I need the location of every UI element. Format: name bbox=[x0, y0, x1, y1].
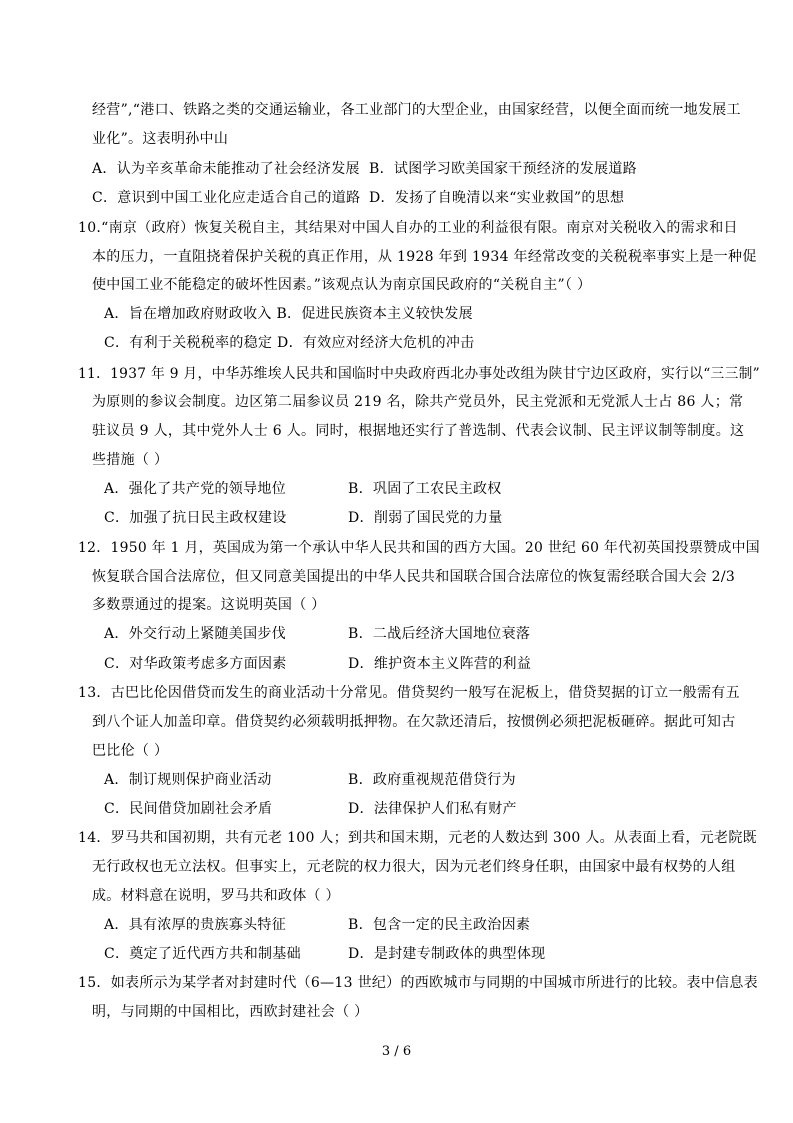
q13-text-line-1: 13．古巴比伦因借贷而发生的商业活动十分常见。借贷契约一般写在泥板上，借贷契据的订立一般需有五 bbox=[78, 685, 740, 701]
q15-text-line-1: 15．如表所示为某学者对封建时代（6—13 世纪）的西欧城市与同期的中国城市所进行的比较。表中信息表 bbox=[78, 975, 758, 991]
q14-option-b: B．包含一定的民主政治因素 bbox=[348, 917, 531, 933]
q10-options-ab: A．旨在增加政府财政收入 B．促进民族资本主义较快发展 bbox=[104, 306, 473, 322]
q11-option-b: B．巩固了工农民主政权 bbox=[348, 481, 502, 497]
q10-text-line-2: 本的压力，一直阻挠着保护关税的真正作用，从 1928 年到 1934 年经常改变的关税税率事实上是一种促 bbox=[92, 249, 757, 265]
q10-text-line-1: 10.“南京（政府）恢复关税自主，其结果对中国人自办的工业的利益很有限。南京对关税收入的需求和日 bbox=[78, 220, 738, 236]
q10-options-cd: C．有利于关税税率的稳定 D．有效应对经济大危机的冲击 bbox=[104, 335, 475, 351]
q15-text-line-2: 明，与同期的中国相比，西欧封建社会（ ） bbox=[92, 1004, 369, 1020]
q14-text-line-2: 无行政权也无立法权。但事实上，元老院的权力很大，因为元老们终身任职，由国家中最有权势的人组 bbox=[92, 859, 736, 875]
q11-option-d: D．削弱了国民党的力量 bbox=[348, 510, 503, 526]
q9-option-d: D．发扬了自晚清以来“实业救国”的思想 bbox=[369, 190, 625, 206]
q14-option-c: C．奠定了近代西方共和制基础 bbox=[104, 946, 301, 962]
q13-option-c: C．民间借贷加剧社会矛盾 bbox=[104, 801, 273, 817]
q12-option-b: B．二战后经济大国地位衰落 bbox=[348, 626, 531, 642]
q9-text-line-2: 业化”。这表明孙中山 bbox=[92, 131, 229, 147]
q12-text-line-1: 12．1950 年 1 月，英国成为第一个承认中华人民共和国的西方大国。20 世纪 60 年代初英国投票赞成中国 bbox=[78, 540, 760, 556]
q11-option-c: C．加强了抗日民主政权建设 bbox=[104, 510, 287, 526]
q13-option-a: A．制订规则保护商业活动 bbox=[104, 772, 272, 788]
q14-text-line-1: 14．罗马共和国初期，共有元老 100 人；到共和国末期，元老的人数达到 300 人。从表面上看，元老院既 bbox=[78, 830, 757, 846]
q9-text-line-1: 经营”,“港口、铁路之类的交通运输业，各工业部门的大型企业，由国家经营，以便全面而统一地发展工 bbox=[92, 102, 741, 118]
q12-text-line-2: 恢复联合国合法席位，但又同意美国提出的中华人民共和国联合国合法席位的恢复需经联合国大会 2/3 bbox=[92, 569, 736, 585]
q13-text-line-2: 到八个证人加盖印章。借贷契约必须载明抵押物。在欠款还清后，按惯例必须把泥板砸碎。据此可知古 bbox=[92, 714, 736, 730]
page-number: 3 / 6 bbox=[381, 1044, 412, 1059]
q12-option-c: C．对华政策考虑多方面因素 bbox=[104, 656, 287, 672]
q9-option-c: C．意识到中国工业化应走适合自己的道路 bbox=[92, 190, 361, 206]
q11-text-line-2: 为原则的参议会制度。边区第二届参议员 219 名，除共产党员外，民主党派和无党派人士占 86 人；常 bbox=[92, 394, 744, 410]
q11-text-line-1: 11．1937 年 9 月，中华苏维埃人民共和国临时中央政府西北办事处改组为陕甘宁边区政府，实行以“三三制” bbox=[78, 366, 761, 382]
q13-option-d: D．法律保护人们私有财产 bbox=[348, 801, 517, 817]
q12-option-a: A．外交行动上紧随美国步伐 bbox=[104, 626, 287, 642]
q11-text-line-4: 些措施（ ） bbox=[92, 452, 169, 468]
q10-text-line-3: 使中国工业不能稳定的破坏性因素。”该观点认为南京国民政府的“关税自主”（ ） bbox=[92, 277, 592, 293]
q14-text-line-3: 成。材料意在说明，罗马共和政体（ ） bbox=[92, 888, 340, 904]
q9-option-b: B．试图学习欧美国家干预经济的发展道路 bbox=[369, 161, 637, 177]
q9-option-a: A．认为辛亥革命未能推动了社会经济发展 bbox=[92, 161, 360, 177]
q11-text-line-3: 驻议员 9 人，其中党外人士 6 人。同时，根据地还实行了普选制、代表会议制、民主评议制等制度。这 bbox=[92, 423, 745, 439]
q13-text-line-3: 巴比伦（ ） bbox=[92, 743, 169, 759]
q13-option-b: B．政府重视规范借贷行为 bbox=[348, 772, 516, 788]
q12-option-d: D．维护资本主义阵营的利益 bbox=[348, 656, 532, 672]
q11-option-a: A．强化了共产党的领导地位 bbox=[104, 481, 287, 497]
q14-option-d: D．是封建专制政体的典型体现 bbox=[348, 946, 546, 962]
q14-option-a: A．具有浓厚的贵族寡头特征 bbox=[104, 917, 287, 933]
q12-text-line-3: 多数票通过的提案。这说明英国（ ） bbox=[92, 597, 326, 613]
